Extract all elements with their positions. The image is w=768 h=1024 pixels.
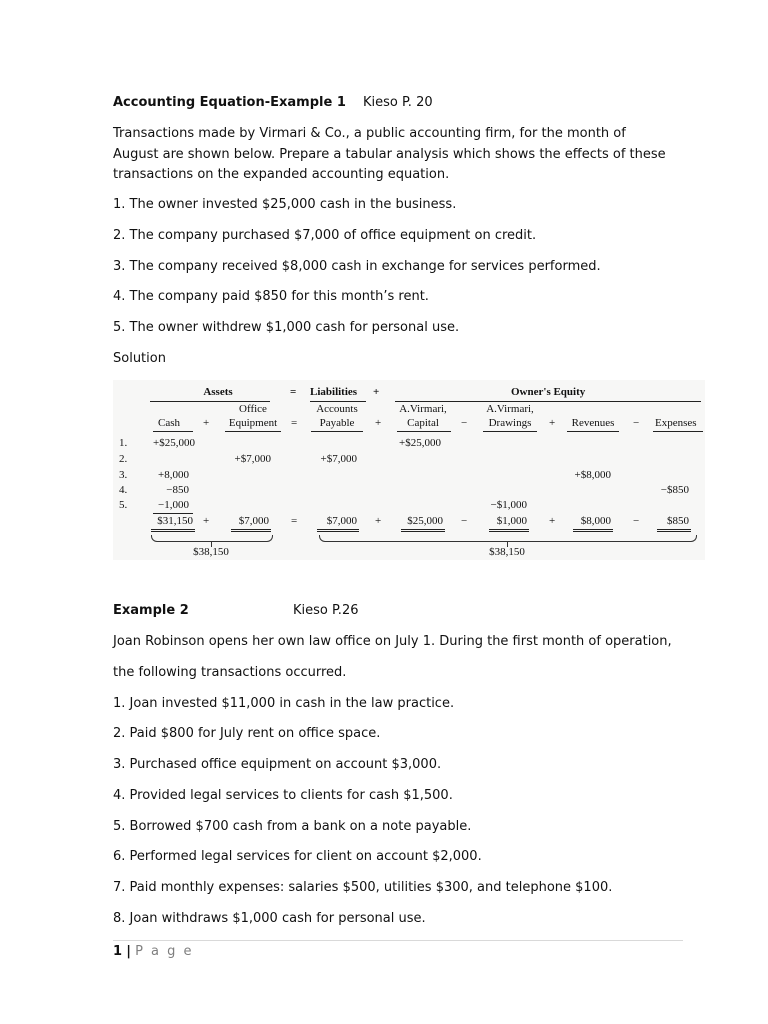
page-separator: | bbox=[126, 944, 131, 959]
total-equipment-double-rule bbox=[231, 529, 271, 532]
drawings-header-underline bbox=[483, 431, 537, 432]
total-drawings-double-rule bbox=[489, 529, 529, 532]
example2-intro-line2: the following transactions occurred. bbox=[113, 665, 347, 680]
group-assets: Assets bbox=[203, 386, 233, 398]
total-payable-double-rule bbox=[317, 529, 359, 532]
sum-liabilities-equity: $38,150 bbox=[489, 546, 525, 558]
page-number: 1 bbox=[113, 944, 123, 959]
row-3-number: 3. bbox=[119, 469, 128, 481]
example1-transaction-1: 1. The owner invested $25,000 cash in the business. bbox=[113, 197, 457, 212]
row-2-payable: +$7,000 bbox=[320, 453, 357, 465]
example2-title: Example 2 bbox=[113, 603, 189, 618]
row-5-drawings: −$1,000 bbox=[490, 499, 527, 511]
example2-intro-line1: Joan Robinson opens her own law office on July 1. During the first month of operation, bbox=[113, 634, 672, 649]
header-cash: Cash bbox=[158, 417, 180, 429]
total-cash-double-rule bbox=[151, 529, 195, 532]
header-op-minus-2: − bbox=[633, 417, 640, 429]
liabilities-underline bbox=[310, 401, 366, 402]
total-op-plus-3: + bbox=[549, 515, 556, 527]
row-1-number: 1. bbox=[119, 437, 128, 449]
group-plus: + bbox=[373, 386, 380, 398]
example1-intro: Transactions made by Virmari & Co., a public accounting firm, for the month of August are shown below. Prepare a tabular analysis which shows the effects of these transactions on the expanded accounting equation. bbox=[113, 126, 666, 182]
total-expenses: $850 bbox=[667, 515, 689, 527]
total-drawings: $1,000 bbox=[496, 515, 527, 527]
header-capital-line1: A.Virmari, bbox=[399, 403, 447, 415]
header-accounts-line2: Payable bbox=[319, 417, 355, 429]
page-label: P a g e bbox=[135, 944, 194, 959]
total-op-minus: − bbox=[461, 515, 468, 527]
total-op-plus: + bbox=[203, 515, 210, 527]
header-expenses: Expenses bbox=[655, 417, 697, 429]
header-op-equals: = bbox=[291, 417, 298, 429]
header-office-line1: Office bbox=[239, 403, 267, 415]
tabular-analysis-table bbox=[113, 380, 705, 560]
group-equals: = bbox=[290, 386, 297, 398]
row-2-number: 2. bbox=[119, 453, 128, 465]
assets-brace bbox=[151, 535, 273, 542]
example2-transaction-3: 3. Purchased office equipment on account $3,000. bbox=[113, 757, 442, 772]
example2-transaction-7: 7. Paid monthly expenses: salaries $500, utilities $300, and telephone $100. bbox=[113, 880, 613, 895]
total-expenses-double-rule bbox=[657, 529, 691, 532]
example2-transaction-5: 5. Borrowed $700 cash from a bank on a note payable. bbox=[113, 819, 472, 834]
row-5-number: 5. bbox=[119, 499, 128, 511]
example2-reference: Kieso P.26 bbox=[293, 603, 359, 618]
row-1-capital: +$25,000 bbox=[399, 437, 441, 449]
solution-label: Solution bbox=[113, 351, 166, 366]
example2-transaction-6: 6. Performed legal services for client on account $2,000. bbox=[113, 849, 482, 864]
row-5-cash: −1,000 bbox=[158, 499, 189, 511]
example2-transaction-4: 4. Provided legal services to clients for cash $1,500. bbox=[113, 788, 453, 803]
total-capital-double-rule bbox=[401, 529, 445, 532]
total-equipment: $7,000 bbox=[238, 515, 269, 527]
total-payable: $7,000 bbox=[326, 515, 357, 527]
example1-transaction-5: 5. The owner withdrew $1,000 cash for personal use. bbox=[113, 320, 460, 335]
example2-transaction-1: 1. Joan invested $11,000 in cash in the law practice. bbox=[113, 696, 455, 711]
example1-title: Accounting Equation-Example 1 bbox=[113, 95, 346, 110]
header-op-plus: + bbox=[203, 417, 210, 429]
row-4-expenses: −$850 bbox=[660, 484, 689, 496]
total-revenues-double-rule bbox=[573, 529, 613, 532]
expenses-header-underline bbox=[653, 431, 703, 432]
footer-rule bbox=[113, 940, 683, 941]
total-cash: $31,150 bbox=[157, 515, 193, 527]
row-4-number: 4. bbox=[119, 484, 128, 496]
header-drawings-line1: A.Virmari, bbox=[486, 403, 534, 415]
payable-header-underline bbox=[311, 431, 363, 432]
header-drawings-line2: Drawings bbox=[488, 417, 532, 429]
example1-transaction-4: 4. The company paid $850 for this month’s rent. bbox=[113, 289, 429, 304]
cash-header-underline bbox=[153, 431, 193, 432]
header-op-plus-2: + bbox=[375, 417, 382, 429]
example2-transaction-2: 2. Paid $800 for July rent on office space. bbox=[113, 726, 381, 741]
page-footer bbox=[113, 943, 194, 961]
header-office-line2: Equipment bbox=[228, 417, 278, 429]
row-3-revenues: +$8,000 bbox=[574, 469, 611, 481]
total-capital: $25,000 bbox=[407, 515, 443, 527]
row-3-cash: +8,000 bbox=[158, 469, 189, 481]
sum-assets: $38,150 bbox=[193, 546, 229, 558]
header-op-plus-3: + bbox=[549, 417, 556, 429]
header-capital-line2: Capital bbox=[407, 417, 439, 429]
group-owners-equity: Owner's Equity bbox=[511, 386, 586, 398]
assets-underline bbox=[150, 401, 270, 402]
equipment-header-underline bbox=[225, 431, 281, 432]
cash-single-rule bbox=[153, 513, 193, 514]
total-revenues: $8,000 bbox=[580, 515, 611, 527]
row-2-equipment: +$7,000 bbox=[234, 453, 271, 465]
total-op-equals: = bbox=[291, 515, 298, 527]
header-accounts-line1: Accounts bbox=[316, 403, 358, 415]
row-4-cash: −850 bbox=[166, 484, 189, 496]
total-op-plus-2: + bbox=[375, 515, 382, 527]
example2-transaction-8: 8. Joan withdraws $1,000 cash for personal use. bbox=[113, 911, 426, 926]
header-op-minus: − bbox=[461, 417, 468, 429]
equity-underline bbox=[395, 401, 701, 402]
group-liabilities: Liabilities bbox=[310, 386, 358, 398]
total-op-minus-2: − bbox=[633, 515, 640, 527]
liabilities-equity-brace bbox=[319, 535, 697, 542]
example1-reference: Kieso P. 20 bbox=[363, 95, 433, 110]
revenues-header-underline bbox=[567, 431, 619, 432]
row-1-cash: +$25,000 bbox=[153, 437, 195, 449]
capital-header-underline bbox=[397, 431, 451, 432]
example1-transaction-2: 2. The company purchased $7,000 of office equipment on credit. bbox=[113, 228, 537, 243]
header-revenues: Revenues bbox=[571, 417, 615, 429]
example1-transaction-3: 3. The company received $8,000 cash in exchange for services performed. bbox=[113, 259, 601, 274]
